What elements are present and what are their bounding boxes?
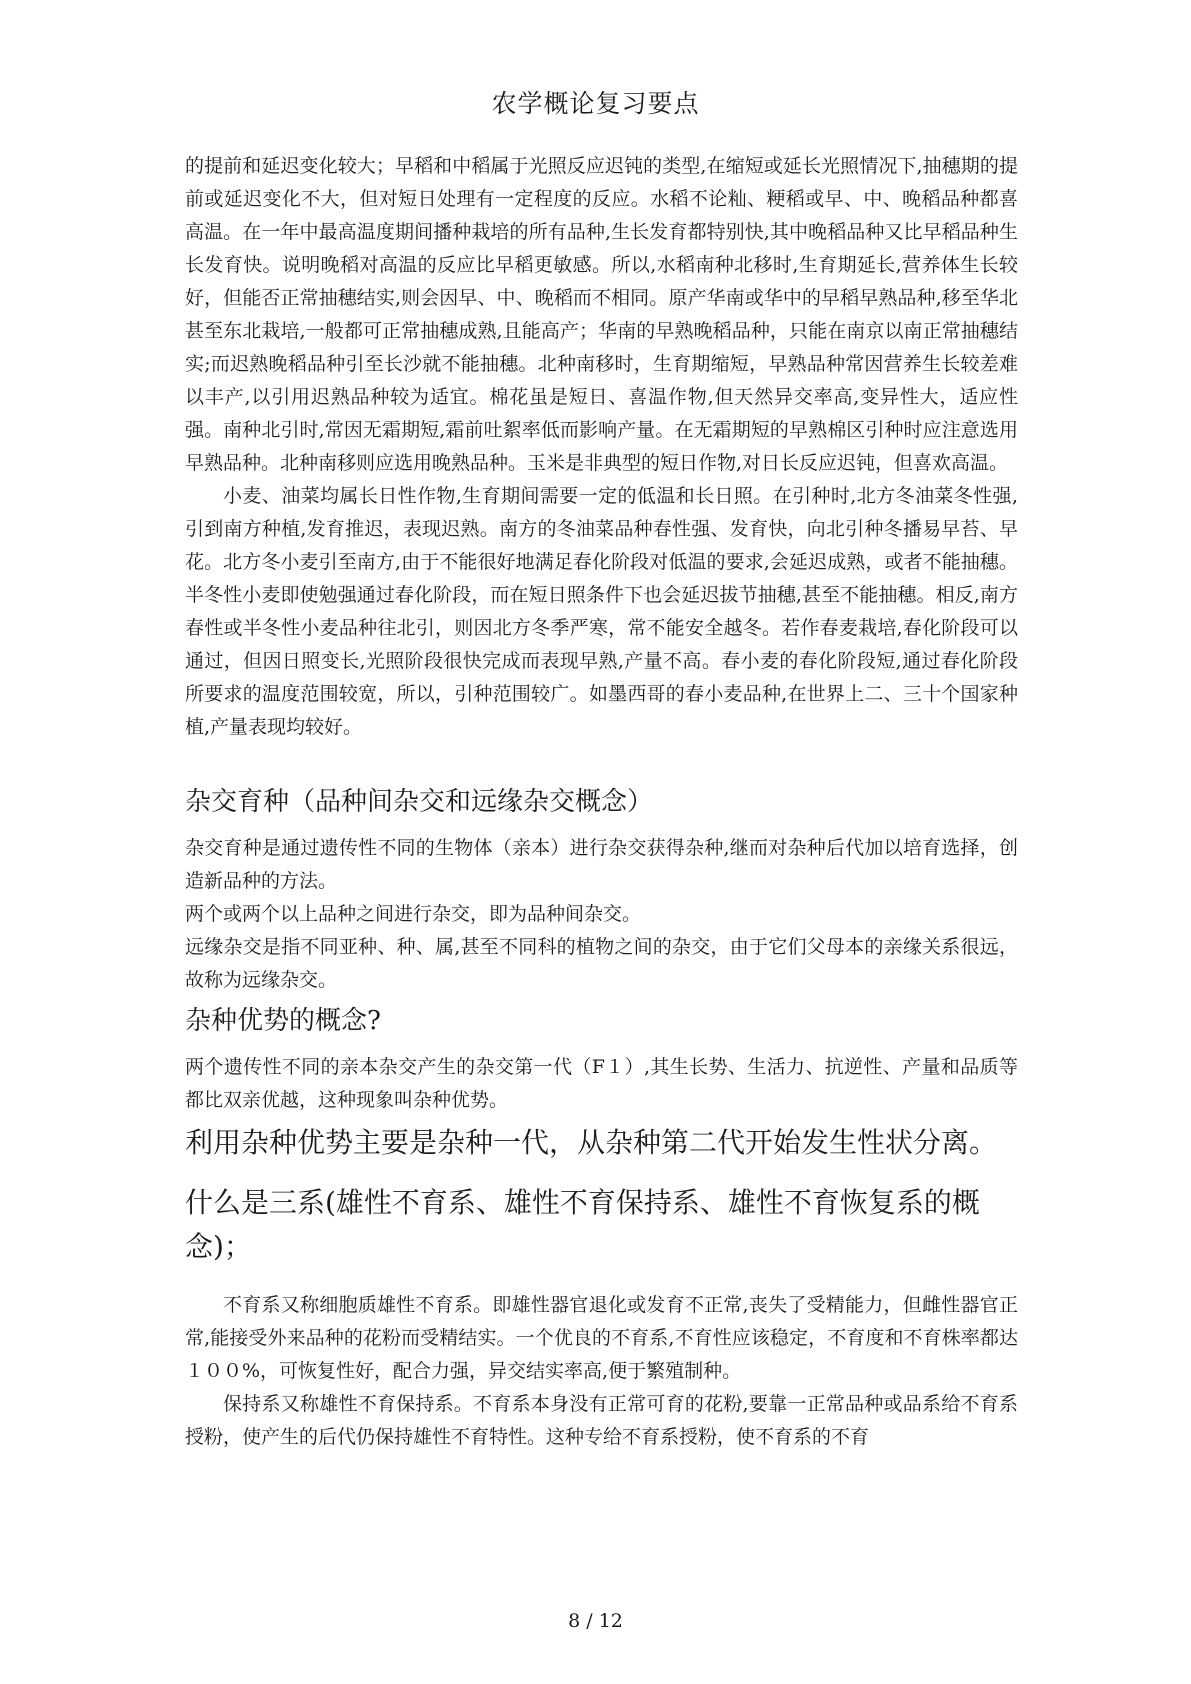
section-heading: 利用杂种优势主要是杂种一代，从杂种第二代开始发生性状分离。 <box>185 1126 998 1159</box>
section-heading: 什么是三系(雄性不育系、雄性不育保持系、雄性不育恢复系的概念)； <box>185 1186 980 1263</box>
body-paragraph: 不育系又称细胞质雄性不育系。即雄性器官退化或发育不正常,丧失了受精能力，但雌性器官正常,能接受外来品种的花粉而受精结实。一个优良的不育系,不育性应该稳定，不育度和不育株率都达１００%，可恢复性好，配合力强，异交结实率高,便于繁殖制种。 <box>185 1294 1018 1382</box>
body-paragraph: 的提前和延迟变化较大；早稻和中稻属于光照反应迟钝的类型,在缩短或延长光照情况下,抽穗期的提前或延迟变化不大，但对短日处理有一定程度的反应。水稻不论籼、粳稻或早、中、晚稻品种都喜高温。在一年中最高温度期间播种栽培的所有品种,生长发育都特别快,其中晚稻品种又比早稻品种生长发育快。说明晚稻对高温的反应比早稻更敏感。所以,水稻南种北移时,生育期延长,营养体生长较好，但能否正常抽穗结实,则会因早、中、晚稻而不相同。原产华南或华中的早稻早熟品种,移至华北甚至东北栽培,一般都可正常抽穗成熟,且能高产；华南的早熟晚稻品种，只能在南京以南正常抽穗结实;而迟熟晚稻品种引至长沙就不能抽穗。北种南移时，生育期缩短，早熟品种常因营养生长较差难以丰产,以引用迟熟品种较为适宜。棉花虽是短日、喜温作物,但天然异交率高,变异性大，适应性强。南种北引时,常因无霜期短,霜前吐絮率低而影响产量。在无霜期短的早熟棉区引种时应注意选用早熟品种。北种南移则应选用晚熟品种。玉米是非典型的短日作物,对日长反应迟钝，但喜欢高温。 <box>185 155 1018 474</box>
body-paragraph: 两个或两个以上品种之间进行杂交，即为品种间杂交。 <box>185 903 642 925</box>
body-paragraph: 杂交育种是通过遗传性不同的生物体（亲本）进行杂交获得杂种,继而对杂种后代加以培育选择，创造新品种的方法。 <box>185 837 1018 892</box>
page-header-title: 农学概论复习要点 <box>491 89 700 118</box>
body-paragraph: 两个遗传性不同的亲本杂交产生的杂交第一代（F１）,其生长势、生活力、抗逆性、产量和品质等都比双亲优越，这种现象叫杂种优势。 <box>185 1056 1018 1111</box>
body-paragraph: 远缘杂交是指不同亚种、种、属,甚至不同科的植物之间的杂交，由于它们父母本的亲缘关系很远，故称为远缘杂交。 <box>185 936 1018 991</box>
page-number: 8 / 12 <box>568 1610 623 1632</box>
body-paragraph: 小麦、油菜均属长日性作物,生育期间需要一定的低温和长日照。在引种时,北方冬油菜冬性强,引到南方种植,发育推迟，表现迟熟。南方的冬油菜品种春性强、发育快，向北引种冬播易早苔、早花。北方冬小麦引至南方,由于不能很好地满足春化阶段对低温的要求,会延迟成熟，或者不能抽穗。半冬性小麦即使勉强通过春化阶段，而在短日照条件下也会延迟拔节抽穗,甚至不能抽穗。相反,南方春性或半冬性小麦品种往北引，则因北方冬季严寒，常不能安全越冬。若作春麦栽培,春化阶段可以通过，但因日照变长,光照阶段很快完成而表现早熟,产量不高。春小麦的春化阶段短,通过春化阶段所要求的温度范围较宽，所以，引种范围较广。如墨西哥的春小麦品种,在世界上二、三十个国家种植,产量表现均较好。 <box>185 485 1018 738</box>
page-content <box>185 150 1018 1454</box>
section-heading: 杂种优势的概念? <box>185 1006 381 1036</box>
body-paragraph: 保持系又称雄性不育保持系。不育系本身没有正常可育的花粉,要靠一正常品种或品系给不育系授粉，使产生的后代仍保持雄性不育特性。这种专给不育系授粉，使不育系的不育 <box>185 1393 1018 1448</box>
section-heading: 杂交育种（品种间杂交和远缘杂交概念） <box>185 787 654 817</box>
